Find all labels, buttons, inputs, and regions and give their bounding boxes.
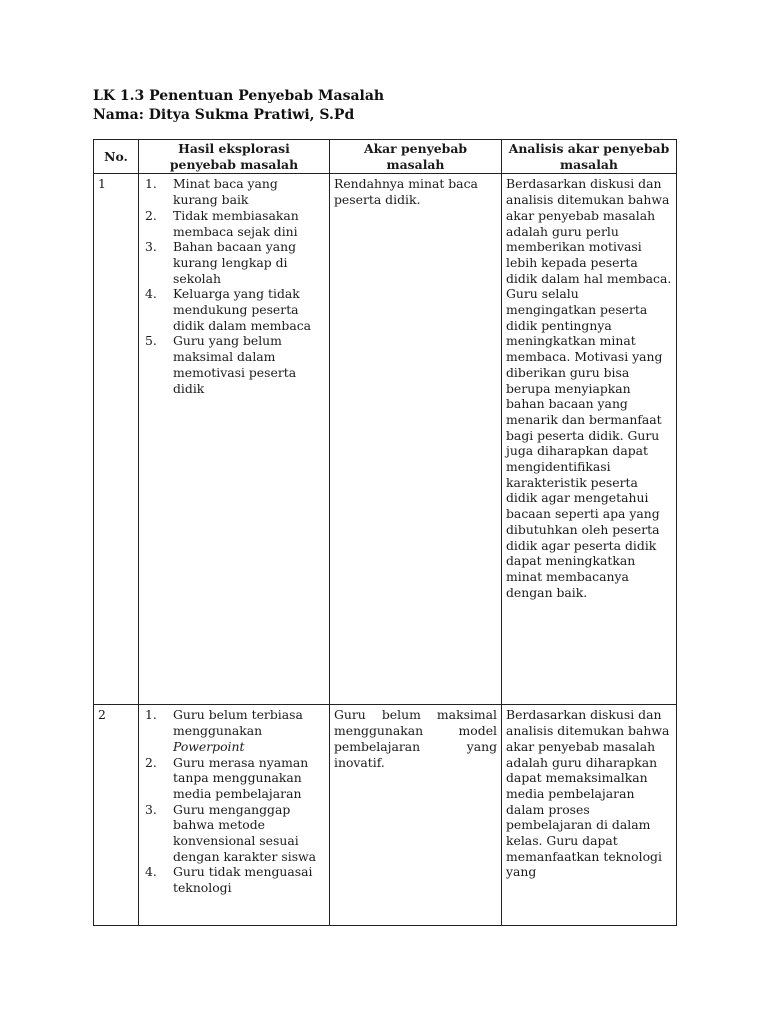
analysis-text: Berdasarkan diskusi dan analisis ditemukan bahwa akar penyebab masalah adalah guru diharapkan dapat memaksimalkan media pembelajaran dalam proses pembelajaran di dalam kelas. Guru dapat memanfaatkan teknologi yang — [506, 707, 670, 880]
list-number: 2. — [145, 754, 157, 770]
list-text-plain: Guru belum terbiasa menggunakan — [173, 707, 303, 739]
header-no: No. — [94, 140, 139, 174]
list-number: 3. — [145, 801, 157, 817]
causes-list — [143, 707, 325, 895]
list-number: 3. — [145, 239, 157, 255]
list-number: 4. — [145, 286, 157, 302]
document-author-line: Nama: Ditya Sukma Pratiwi, S.Pd — [93, 107, 355, 123]
header-akar-penyebab: Akar penyebab masalah — [330, 140, 502, 174]
list-item — [143, 176, 325, 207]
table-row — [94, 174, 677, 705]
list-number: 4. — [145, 864, 157, 880]
list-text: Keluarga yang tidak mendukung peserta didik dalam membaca — [173, 286, 312, 333]
list-text-italic: Powerpoint — [173, 738, 245, 754]
list-item — [143, 707, 325, 754]
problem-cause-table — [93, 139, 677, 926]
row-number: 1 — [94, 174, 139, 705]
list-item — [143, 802, 325, 865]
causes-list — [143, 176, 325, 396]
list-text: Guru tidak menguasai teknologi — [173, 864, 313, 896]
list-text: Tidak membiasakan membaca sejak dini — [173, 207, 299, 239]
list-item — [143, 333, 325, 396]
root-cause-cell: Guru belum maksimal menggunakan model pembelajaran yang inovatif. — [330, 705, 502, 926]
row-number: 2 — [94, 705, 139, 926]
list-number: 5. — [145, 333, 157, 349]
list-text: Guru merasa nyaman tanpa menggunakan media pembelajaran — [173, 754, 309, 801]
table-header-row — [94, 140, 677, 174]
list-text: Minat baca yang kurang baik — [173, 176, 278, 208]
list-number: 1. — [145, 176, 157, 192]
list-number: 1. — [145, 707, 157, 723]
root-cause-cell: Rendahnya minat baca peserta didik. — [330, 174, 502, 705]
header-hasil-eksplorasi: Hasil eksplorasi penyebab masalah — [139, 140, 330, 174]
list-item — [143, 208, 325, 239]
list-number: 2. — [145, 207, 157, 223]
document-title: LK 1.3 Penentuan Penyebab Masalah — [93, 88, 385, 104]
table-row — [94, 705, 677, 926]
header-analisis: Analisis akar penyebab masalah — [502, 140, 677, 174]
causes-cell — [139, 174, 330, 705]
document-heading — [93, 87, 384, 125]
list-item — [143, 864, 325, 895]
list-text: Guru menganggap bahwa metode konvensional sesuai dengan karakter siswa — [173, 801, 317, 864]
list-text — [173, 707, 325, 754]
list-item — [143, 239, 325, 286]
list-text: Bahan bacaan yang kurang lengkap di sekolah — [173, 239, 297, 286]
list-item — [143, 755, 325, 802]
causes-cell — [139, 705, 330, 926]
list-item — [143, 286, 325, 333]
analysis-cell: Berdasarkan diskusi dan analisis ditemukan bahwa akar penyebab masalah adalah guru perlu memberikan motivasi lebih kepada peserta didik dalam hal membaca. Guru selalu mengingatkan peserta didik pentingnya meningkatkan minat membaca. Motivasi yang diberikan guru bisa berupa menyiapkan bahan bacaan yang menarik dan bermanfaat bagi peserta didik. Guru juga diharapkan dapat mengidentifikasi karakteristik peserta didik agar mengetahui bacaan seperti apa yang dibutuhkan oleh peserta didik agar peserta didik dapat meningkatkan minat membacanya dengan baik. — [502, 174, 677, 705]
analysis-cell — [502, 705, 677, 926]
list-text: Guru yang belum maksimal dalam memotivasi peserta didik — [173, 333, 297, 396]
